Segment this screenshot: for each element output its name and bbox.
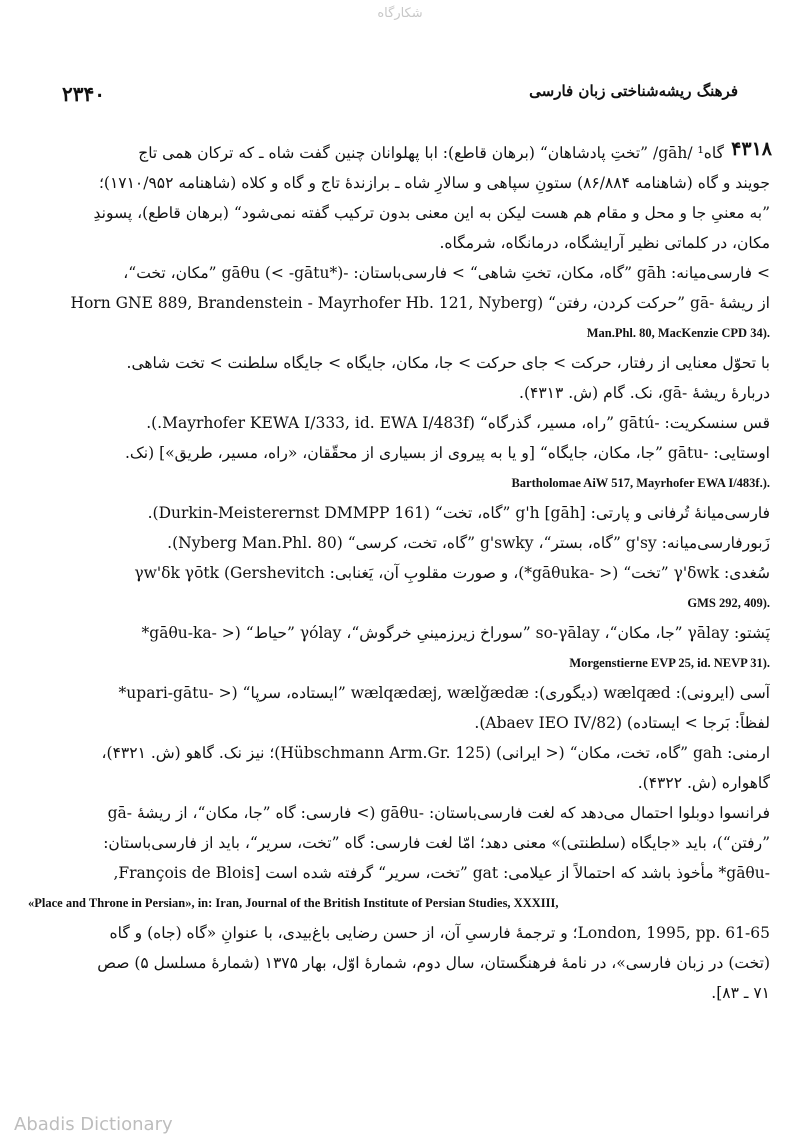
reference-line: GMS 292, 409). bbox=[687, 596, 770, 610]
text-line: ”رفتن“)، باید «جایگاه (سلطنتی)» معنی دهد؛ امّا لغت فارسی: گاه ”تخت، سریر“، باید از فارسی‌باستان: bbox=[103, 834, 770, 852]
text-line: قس سنسکریت: -gātú ”راه، مسیر، گذرگاه“ (Mayrhofer KEWA I/333, id. EWA I/483f.). bbox=[146, 414, 770, 432]
text-line: (تخت) در زبان فارسی»، در نامهٔ فرهنگستان، سال دوم، شمارهٔ اوّل، بهار ۱۳۷۵ (شمارهٔ مسلسل ۵) صص bbox=[97, 954, 770, 972]
entry-body bbox=[28, 138, 770, 1008]
reference-line: Man.Phl. 80, MacKenzie CPD 34). bbox=[586, 326, 770, 340]
text-line: ۷۱ ـ ۸۳]. bbox=[711, 984, 770, 1002]
text-line: پَشتو: γālay ”جا، مکان“، so-γālay ”سوراخ زیرزمینیِ خرگوش“، γólay ”حیاط“ (< -gāθu-ka* bbox=[141, 624, 770, 642]
page-header bbox=[62, 82, 738, 106]
text-line: گاه¹ /gāh/ ”تختِ پادشاهان“ (برهان قاطع): ابا پهلوانان چنین گفت شاه ـ که ترکان همی تاج bbox=[138, 144, 724, 162]
reference-line: Bartholomae AiW 517, Mayrhofer EWA I/483f.). bbox=[511, 476, 770, 490]
watermark-bottom: Abadis Dictionary bbox=[14, 1114, 173, 1135]
text-line: با تحوّل معنایی از رفتار، حرکت > جای حرکت > جا، مکان، جایگاه > جایگاه سلطنت > تخت شاهی. bbox=[126, 354, 770, 372]
text-line: -gāθu* مأخوذ باشد که احتمالاً از عیلامی: gat ”تخت، سریر“ گرفته شده است [François de Blois, bbox=[113, 864, 770, 882]
text-line: ”به معنیِ جا و محل و مقام هم هست لیکن به این معنی بدون ترکیب گفته نمی‌شود“ (برهان قاطع)، پسوندِ bbox=[93, 204, 770, 222]
text-line: لفظاً: بَرجا > ایستاده) (Abaev IEO IV/82). bbox=[474, 714, 770, 732]
text-line: اوستایی: -gātu ”جا، مکان، جایگاه“ [و یا به پیروی از بسیاری از محقّقان، «راه، مسیر، طریق»] (نک. bbox=[124, 444, 770, 462]
text-line: از ریشهٔ -gā ”حرکت کردن، رفتن“ (Horn GNE 889, Brandenstein - Mayrhofer Hb. 121, Nyberg bbox=[70, 294, 770, 312]
watermark-top: شکارگاه bbox=[377, 6, 423, 21]
text-line: گاهواره (ش. ۴۳۲۲). bbox=[637, 774, 770, 792]
reference-line: «Place and Throne in Persian», in: Iran, Journal of the British Institute of Persian Studies, XXXIII, bbox=[28, 896, 559, 910]
entry-number: ۴۳۱۸ bbox=[731, 138, 772, 160]
text-line: دربارهٔ ریشهٔ -gā، نک. گام (ش. ۴۳۱۳). bbox=[519, 384, 770, 402]
text-line: فارسی‌میانهٔ تُرفانی و پارتی: g'h [gāh] ”گاه، تخت“ (Durkin-Meisterernst DMMPP 161). bbox=[147, 504, 770, 522]
text-line: London, 1995, pp. 61-65؛ و ترجمهٔ فارسیِ آن، از حسن رضایی باغ‌بیدی، با عنوانِ «گاه (جاه) و گاه bbox=[109, 924, 770, 942]
text-line: آسی (ایرونی): wælqæd (دیگوری): wælqædæj, wælǧædæ ”ایستاده، سرپا“ (< -upari-gātu* bbox=[118, 684, 770, 702]
text-line: جویند و گاه (شاهنامه ۸۶/۸۸۴) ستونِ سپاهی و سالارِ شاه ـ برازندهٔ تاج و گاه و کلاه (شاهنامه ۱۷۱۰/۹۵۲)؛ bbox=[98, 174, 770, 192]
text-line: ارمنی: gah ”گاه، تخت، مکان“ (< ایرانی) (Hübschmann Arm.Gr. 125)؛ نیز نک. گاهو (ش. ۴۳۲۱)، bbox=[101, 744, 770, 762]
running-title: فرهنگ ریشه‌شناختی زبان فارسی bbox=[529, 82, 738, 100]
page-number: ۲۳۴۰ bbox=[62, 82, 105, 106]
text-line: مکان، در کلماتی نظیر آرایشگاه، درمانگاه، شرمگاه. bbox=[439, 234, 770, 252]
text-line: فرانسوا دوبلوا احتمال می‌دهد که لغت فارسی‌باستان: -gāθu (> فارسی: گاه ”جا، مکان“، از ریشهٔ -gā bbox=[107, 804, 770, 822]
text-line: > فارسی‌میانه: gāh ”گاه، مکان، تختِ شاهی“ > فارسی‌باستان: -gāθu (< -gātu*) ”مکان، تخت“، bbox=[123, 264, 770, 282]
reference-line: Morgenstierne EVP 25, id. NEVP 31). bbox=[569, 656, 770, 670]
text-line: زَبورفارسی‌میانه: g'sy ”گاه، بستر“، g'swky ”گاه، تخت، کرسی“ (Nyberg Man.Phl. 80). bbox=[167, 534, 770, 552]
text-line: سُغدی: γ'δwk ”تخت“ (< -gāθuka*)، و صورت مقلوبِ آن، یَغنابی: γw'δk γōtk (Gershevitch bbox=[134, 564, 770, 582]
